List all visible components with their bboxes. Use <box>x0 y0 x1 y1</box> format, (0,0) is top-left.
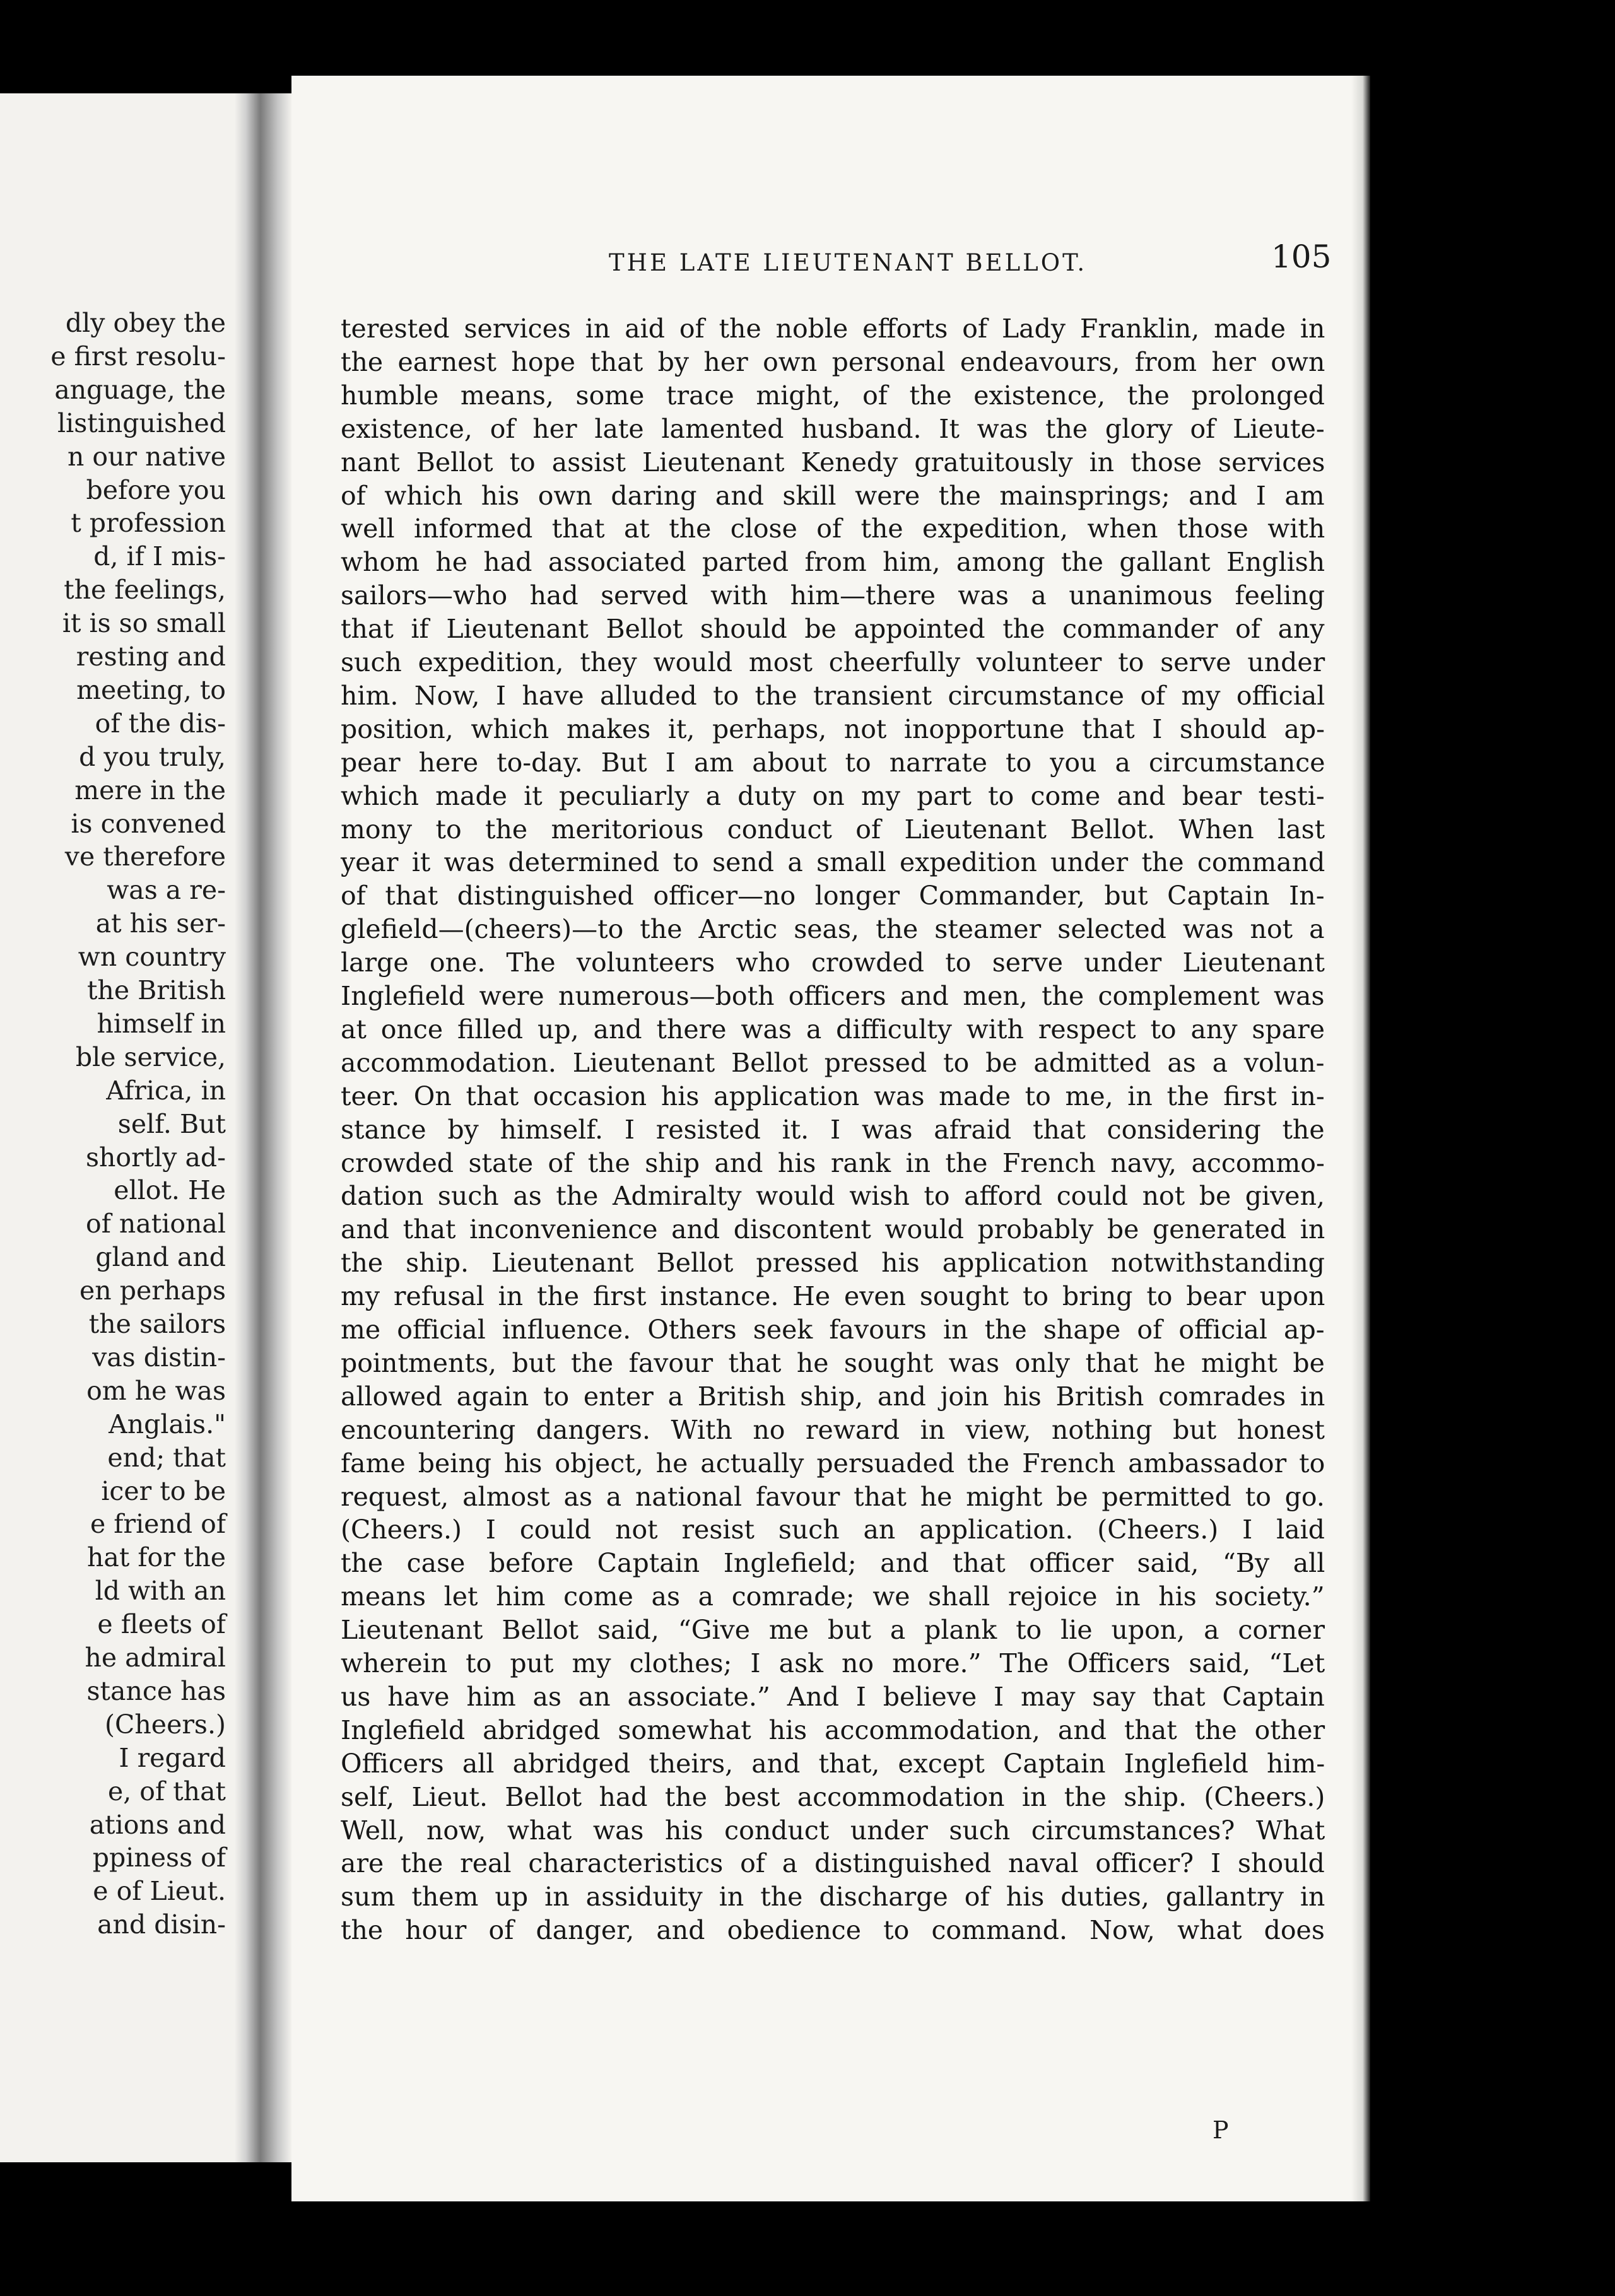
left-page-line: ve therefore <box>64 841 226 872</box>
left-page-line: icer to be <box>101 1475 226 1506</box>
left-page-line: anguage, the <box>54 374 226 405</box>
left-page-line: e fleets of <box>97 1609 226 1640</box>
left-page-line: d, if I mis- <box>93 541 226 572</box>
body-line: of which his own daring and skill were the mainsprings; and I am <box>341 480 1325 511</box>
left-page-line: I regard <box>119 1742 226 1773</box>
body-line: sum them up in assiduity in the discharge of his duties, gallantry in <box>341 1882 1325 1912</box>
body-line: fame being his object, he actually persuaded the French ambassador to <box>341 1448 1325 1479</box>
body-line: him. Now, I have alluded to the transient circumstance of my official <box>341 680 1325 711</box>
left-page-line: it is so small <box>62 608 226 639</box>
page-number: 105 <box>1271 238 1332 275</box>
left-page-line: ble service, <box>75 1041 226 1072</box>
body-line: well informed that at the close of the expedition, when those with <box>341 513 1325 544</box>
signature-mark: P <box>1213 2116 1229 2144</box>
left-page-line: vas distin- <box>92 1342 226 1373</box>
left-page-line: gland and <box>95 1242 226 1273</box>
left-page-line: he admiral <box>85 1643 226 1673</box>
body-line: at once filled up, and there was a difficulty with respect to any spare <box>341 1014 1325 1045</box>
body-line: position, which makes it, perhaps, not inopportune that I should ap- <box>341 713 1325 744</box>
left-page-line: listinguished <box>57 407 226 438</box>
left-page-line: and disin- <box>97 1909 226 1940</box>
body-line: self, Lieut. Bellot had the best accommodation in the ship. (Cheers.) <box>341 1781 1325 1812</box>
body-line: (Cheers.) I could not resist such an application. (Cheers.) I laid <box>341 1514 1325 1545</box>
page-edge <box>1351 76 1370 2201</box>
left-page-line: the British <box>86 975 226 1005</box>
left-page-line: en perhaps <box>79 1275 226 1306</box>
left-page-line: end; that <box>107 1442 226 1473</box>
left-page-line: hat for the <box>87 1542 226 1573</box>
body-line: which made it peculiarly a duty on my part to come and bear testi- <box>341 780 1325 811</box>
running-head: THE LATE LIEUTENANT BELLOT. <box>609 249 1088 276</box>
left-page-line: at his ser- <box>95 908 226 939</box>
body-line: mony to the meritorious conduct of Lieutenant Bellot. When last <box>341 814 1325 845</box>
body-line: Well, now, what was his conduct under such circumstances? What <box>341 1815 1325 1846</box>
body-line: means let him come as a comrade; we shall rejoice in his society.” <box>341 1581 1325 1612</box>
body-line: the hour of danger, and obedience to command. Now, what does <box>341 1915 1325 1946</box>
body-line: my refusal in the first instance. He even sought to bring to bear upon <box>341 1281 1325 1312</box>
left-page-line: Anglais." <box>109 1409 226 1439</box>
left-page-line: of national <box>86 1209 226 1239</box>
book-gutter <box>235 93 291 2162</box>
body-line: request, almost as a national favour that he might be permitted to go. <box>341 1481 1325 1512</box>
left-page-line: the feelings, <box>64 575 226 606</box>
body-line: crowded state of the ship and his rank in the French navy, accommo- <box>341 1147 1325 1178</box>
body-line: existence, of her late lamented husband. It was the glory of Lieute- <box>341 413 1325 444</box>
left-page-line: self. But <box>117 1108 226 1139</box>
body-line: stance by himself. I resisted it. I was afraid that considering the <box>341 1114 1325 1145</box>
left-page-line: e of Lieut. <box>93 1876 226 1907</box>
body-line: wherein to put my clothes; I ask no more.” The Officers said, “Let <box>341 1648 1325 1678</box>
left-page-line: dly obey the <box>65 308 226 338</box>
body-line: sailors—who had served with him—there was a unanimous feeling <box>341 580 1325 611</box>
body-line: whom he had associated parted from him, among the gallant English <box>341 547 1325 578</box>
body-line: such expedition, they would most cheerfully volunteer to serve under <box>341 647 1325 677</box>
left-page-line: stance has <box>86 1675 226 1706</box>
body-line: Lieutenant Bellot said, “Give me but a plank to lie upon, a corner <box>341 1615 1325 1646</box>
left-page-line: was a re- <box>107 875 226 906</box>
left-page-line: of the dis- <box>95 708 226 739</box>
left-page-line: the sailors <box>88 1309 226 1339</box>
left-page <box>0 93 235 2162</box>
left-page-line: mere in the <box>74 775 226 805</box>
left-page-line: himself in <box>97 1008 226 1039</box>
body-line: year it was determined to send a small expedition under the command <box>341 847 1325 878</box>
left-page-line: ellot. He <box>114 1175 226 1206</box>
left-page-line: e friend of <box>90 1509 226 1540</box>
body-line: allowed again to enter a British ship, and join his British comrades in <box>341 1381 1325 1412</box>
body-line: us have him as an associate.” And I believe I may say that Captain <box>341 1681 1325 1712</box>
body-line: that if Lieutenant Bellot should be appointed the commander of any <box>341 614 1325 645</box>
left-page-line: (Cheers.) <box>105 1709 226 1740</box>
body-line: me official influence. Others seek favours in the shape of official ap- <box>341 1315 1325 1345</box>
left-page-line: Africa, in <box>106 1075 226 1106</box>
body-line: large one. The volunteers who crowded to serve under Lieutenant <box>341 947 1325 978</box>
left-page-line: shortly ad- <box>85 1142 226 1173</box>
body-line: Officers all abridged theirs, and that, except Captain Inglefield him- <box>341 1748 1325 1779</box>
left-page-line: resting and <box>76 641 226 672</box>
body-line: dation such as the Admiralty would wish to afford could not be given, <box>341 1181 1325 1212</box>
left-page-line: ppiness of <box>92 1842 226 1873</box>
left-page-line: wn country <box>78 942 226 973</box>
body-line: Inglefield were numerous—both officers and men, the complement was <box>341 981 1325 1011</box>
body-line: terested services in aid of the noble efforts of Lady Franklin, made in <box>341 313 1325 344</box>
left-page-line: meeting, to <box>76 674 226 705</box>
body-line: are the real characteristics of a distinguished naval officer? I should <box>341 1848 1325 1879</box>
left-page-line: t profession <box>71 508 226 539</box>
body-line: humble means, some trace might, of the existence, the prolonged <box>341 380 1325 411</box>
left-page-line: e, of that <box>107 1776 226 1807</box>
body-line: of that distinguished officer—no longer Commander, but Captain In- <box>341 881 1325 911</box>
body-line: the case before Captain Inglefield; and that officer said, “By all <box>341 1548 1325 1579</box>
left-page-line: d you truly, <box>79 741 226 772</box>
body-line: pointments, but the favour that he sought was only that he might be <box>341 1347 1325 1378</box>
body-line: nant Bellot to assist Lieutenant Kenedy gratuitously in those services <box>341 447 1325 477</box>
left-page-line: ations and <box>89 1809 226 1840</box>
left-page-line: is convened <box>71 808 226 839</box>
body-line: the ship. Lieutenant Bellot pressed his application notwithstanding <box>341 1248 1325 1279</box>
body-line: teer. On that occasion his application was made to me, in the first in- <box>341 1081 1325 1111</box>
left-page-line: ld with an <box>95 1576 226 1607</box>
left-page-line: om he was <box>86 1375 226 1406</box>
body-line: the earnest hope that by her own personal endeavours, from her own <box>341 346 1325 377</box>
left-page-line: e first resolu- <box>50 341 226 372</box>
body-line: pear here to-day. But I am about to narrate to you a circumstance <box>341 747 1325 778</box>
left-page-line: n our native <box>67 441 226 472</box>
body-line: and that inconvenience and discontent would probably be generated in <box>341 1214 1325 1245</box>
body-line: accommodation. Lieutenant Bellot pressed to be admitted as a volun- <box>341 1047 1325 1078</box>
body-line: encountering dangers. With no reward in view, nothing but honest <box>341 1414 1325 1445</box>
body-line: glefield—(cheers)—to the Arctic seas, the steamer selected was not a <box>341 914 1325 945</box>
left-page-line: before you <box>86 474 226 505</box>
body-line: Inglefield abridged somewhat his accommodation, and that the other <box>341 1714 1325 1745</box>
